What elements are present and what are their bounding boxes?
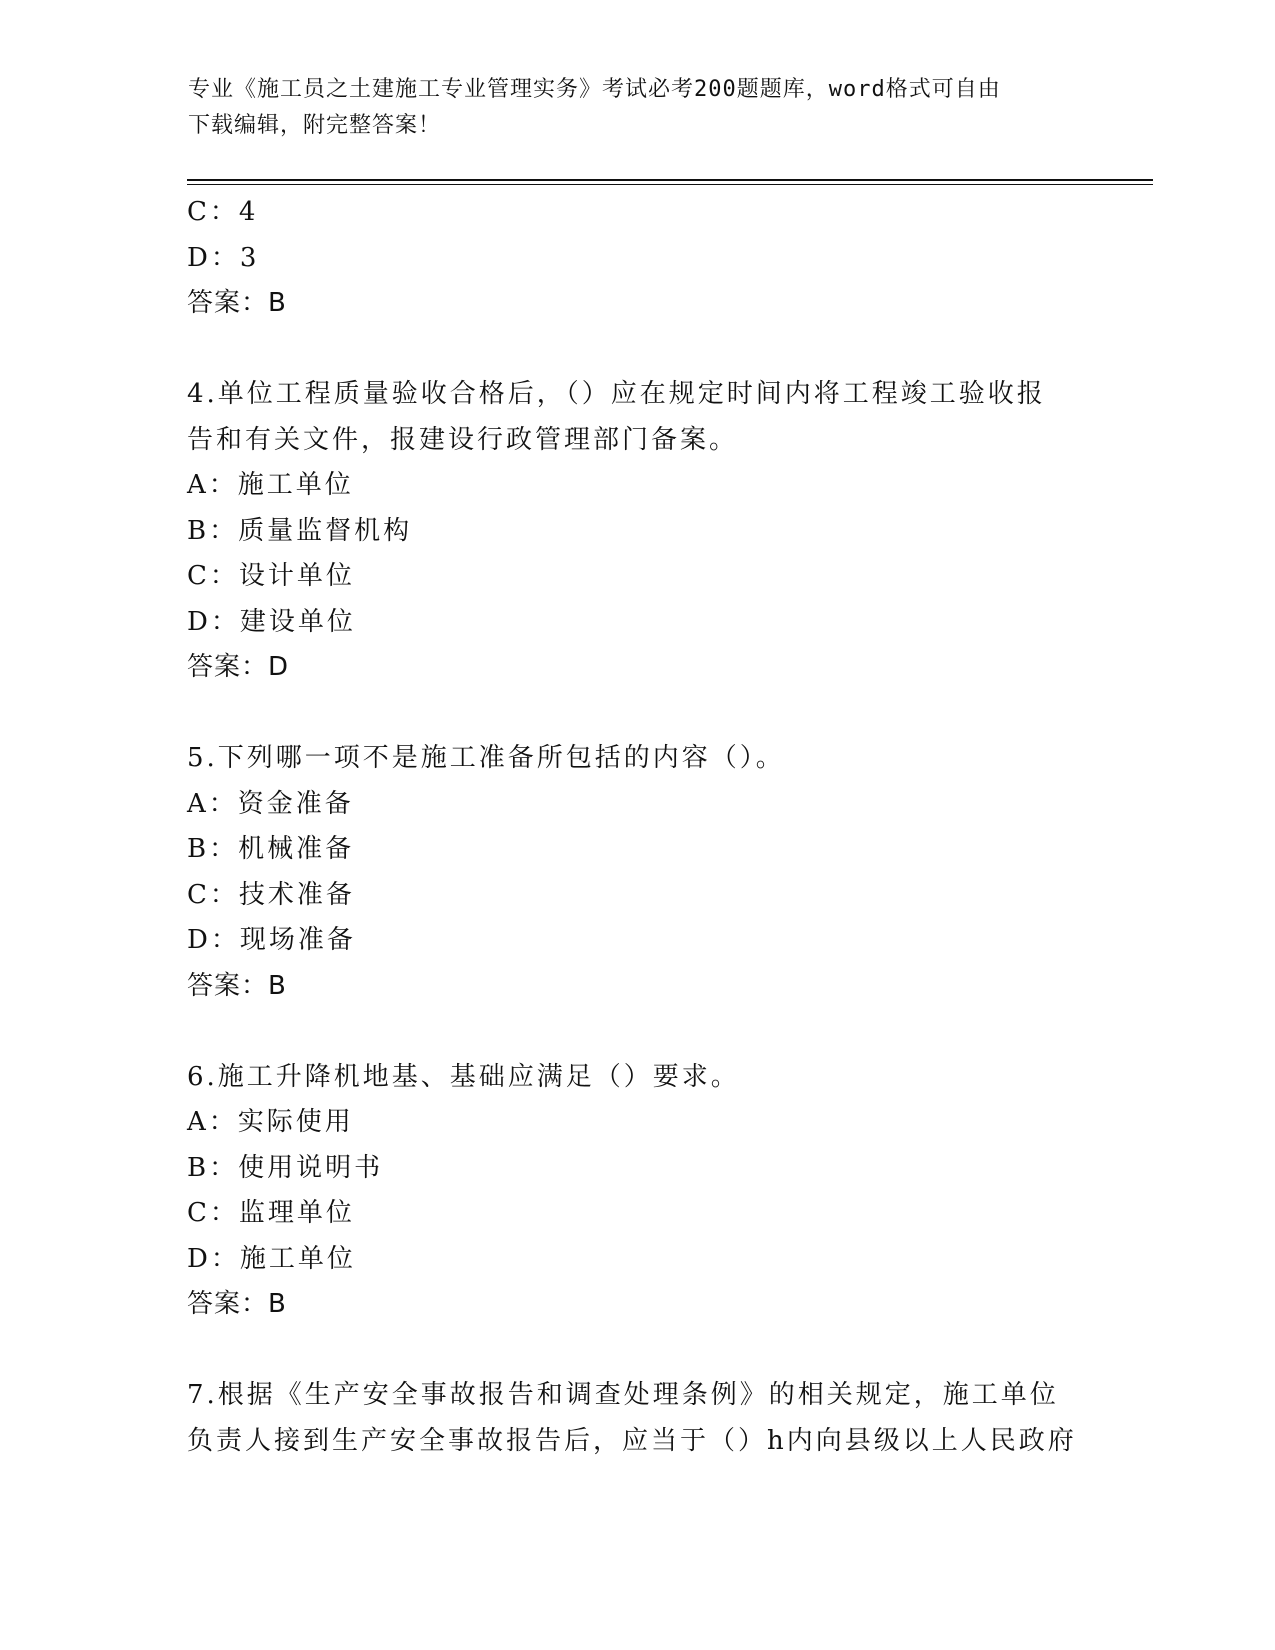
option-a: A：施工单位 [187,470,354,500]
header-rule-thin [187,184,1153,185]
option-c: C：4 [187,197,259,227]
question-stem-line: 5.下列哪一项不是施工准备所包括的内容（）。 [187,743,785,773]
question-stem-line: 7.根据《生产安全事故报告和调查处理条例》的相关规定，施工单位 [187,1380,1059,1410]
document-body [187,190,1087,1464]
option-b: B：机械准备 [187,834,355,864]
header-rule-thick [187,179,1153,181]
question-stem-line: 6.施工升降机地基、基础应满足（）要求。 [187,1061,740,1092]
previous-question-tail [187,190,1087,327]
option-d: D：施工单位 [187,1243,356,1274]
option-d: D：3 [187,242,260,273]
option-d: D：现场准备 [187,925,356,955]
document-header [188,72,1088,144]
answer-line: 答案：B [187,1289,287,1319]
header-line-2: 下载编辑，附完整答案！ [188,113,442,138]
spacer [187,691,1087,737]
option-c: C：技术准备 [187,879,355,910]
answer-line: 答案：B [187,970,287,1001]
question-stem-line: 4.单位工程质量验收合格后，（）应在规定时间内将工程竣工验收报 [187,379,1046,409]
spacer [187,327,1087,373]
spacer [187,1009,1087,1055]
question-stem-line: 告和有关文件，报建设行政管理部门备案。 [187,424,739,455]
option-c: C：监理单位 [187,1198,355,1228]
question-5 [187,736,1087,1009]
answer-line: 答案：D [187,652,290,682]
question-4 [187,372,1087,691]
option-c: C：设计单位 [187,561,355,591]
spacer [187,1328,1087,1374]
header-line-1: 专业《施工员之土建施工专业管理实务》考试必考200题题库，word格式可自由 [188,77,1001,102]
option-a: A：资金准备 [187,788,354,819]
option-b: B：质量监督机构 [187,515,413,546]
question-stem-line: 负责人接到生产安全事故报告后，应当于（）h内向县级以上人民政府 [187,1425,1077,1456]
option-b: B：使用说明书 [187,1152,384,1183]
answer-line: 答案：B [187,288,287,318]
option-d: D：建设单位 [187,606,356,637]
question-6 [187,1055,1087,1328]
question-7 [187,1373,1087,1464]
option-a: A：实际使用 [187,1107,354,1137]
